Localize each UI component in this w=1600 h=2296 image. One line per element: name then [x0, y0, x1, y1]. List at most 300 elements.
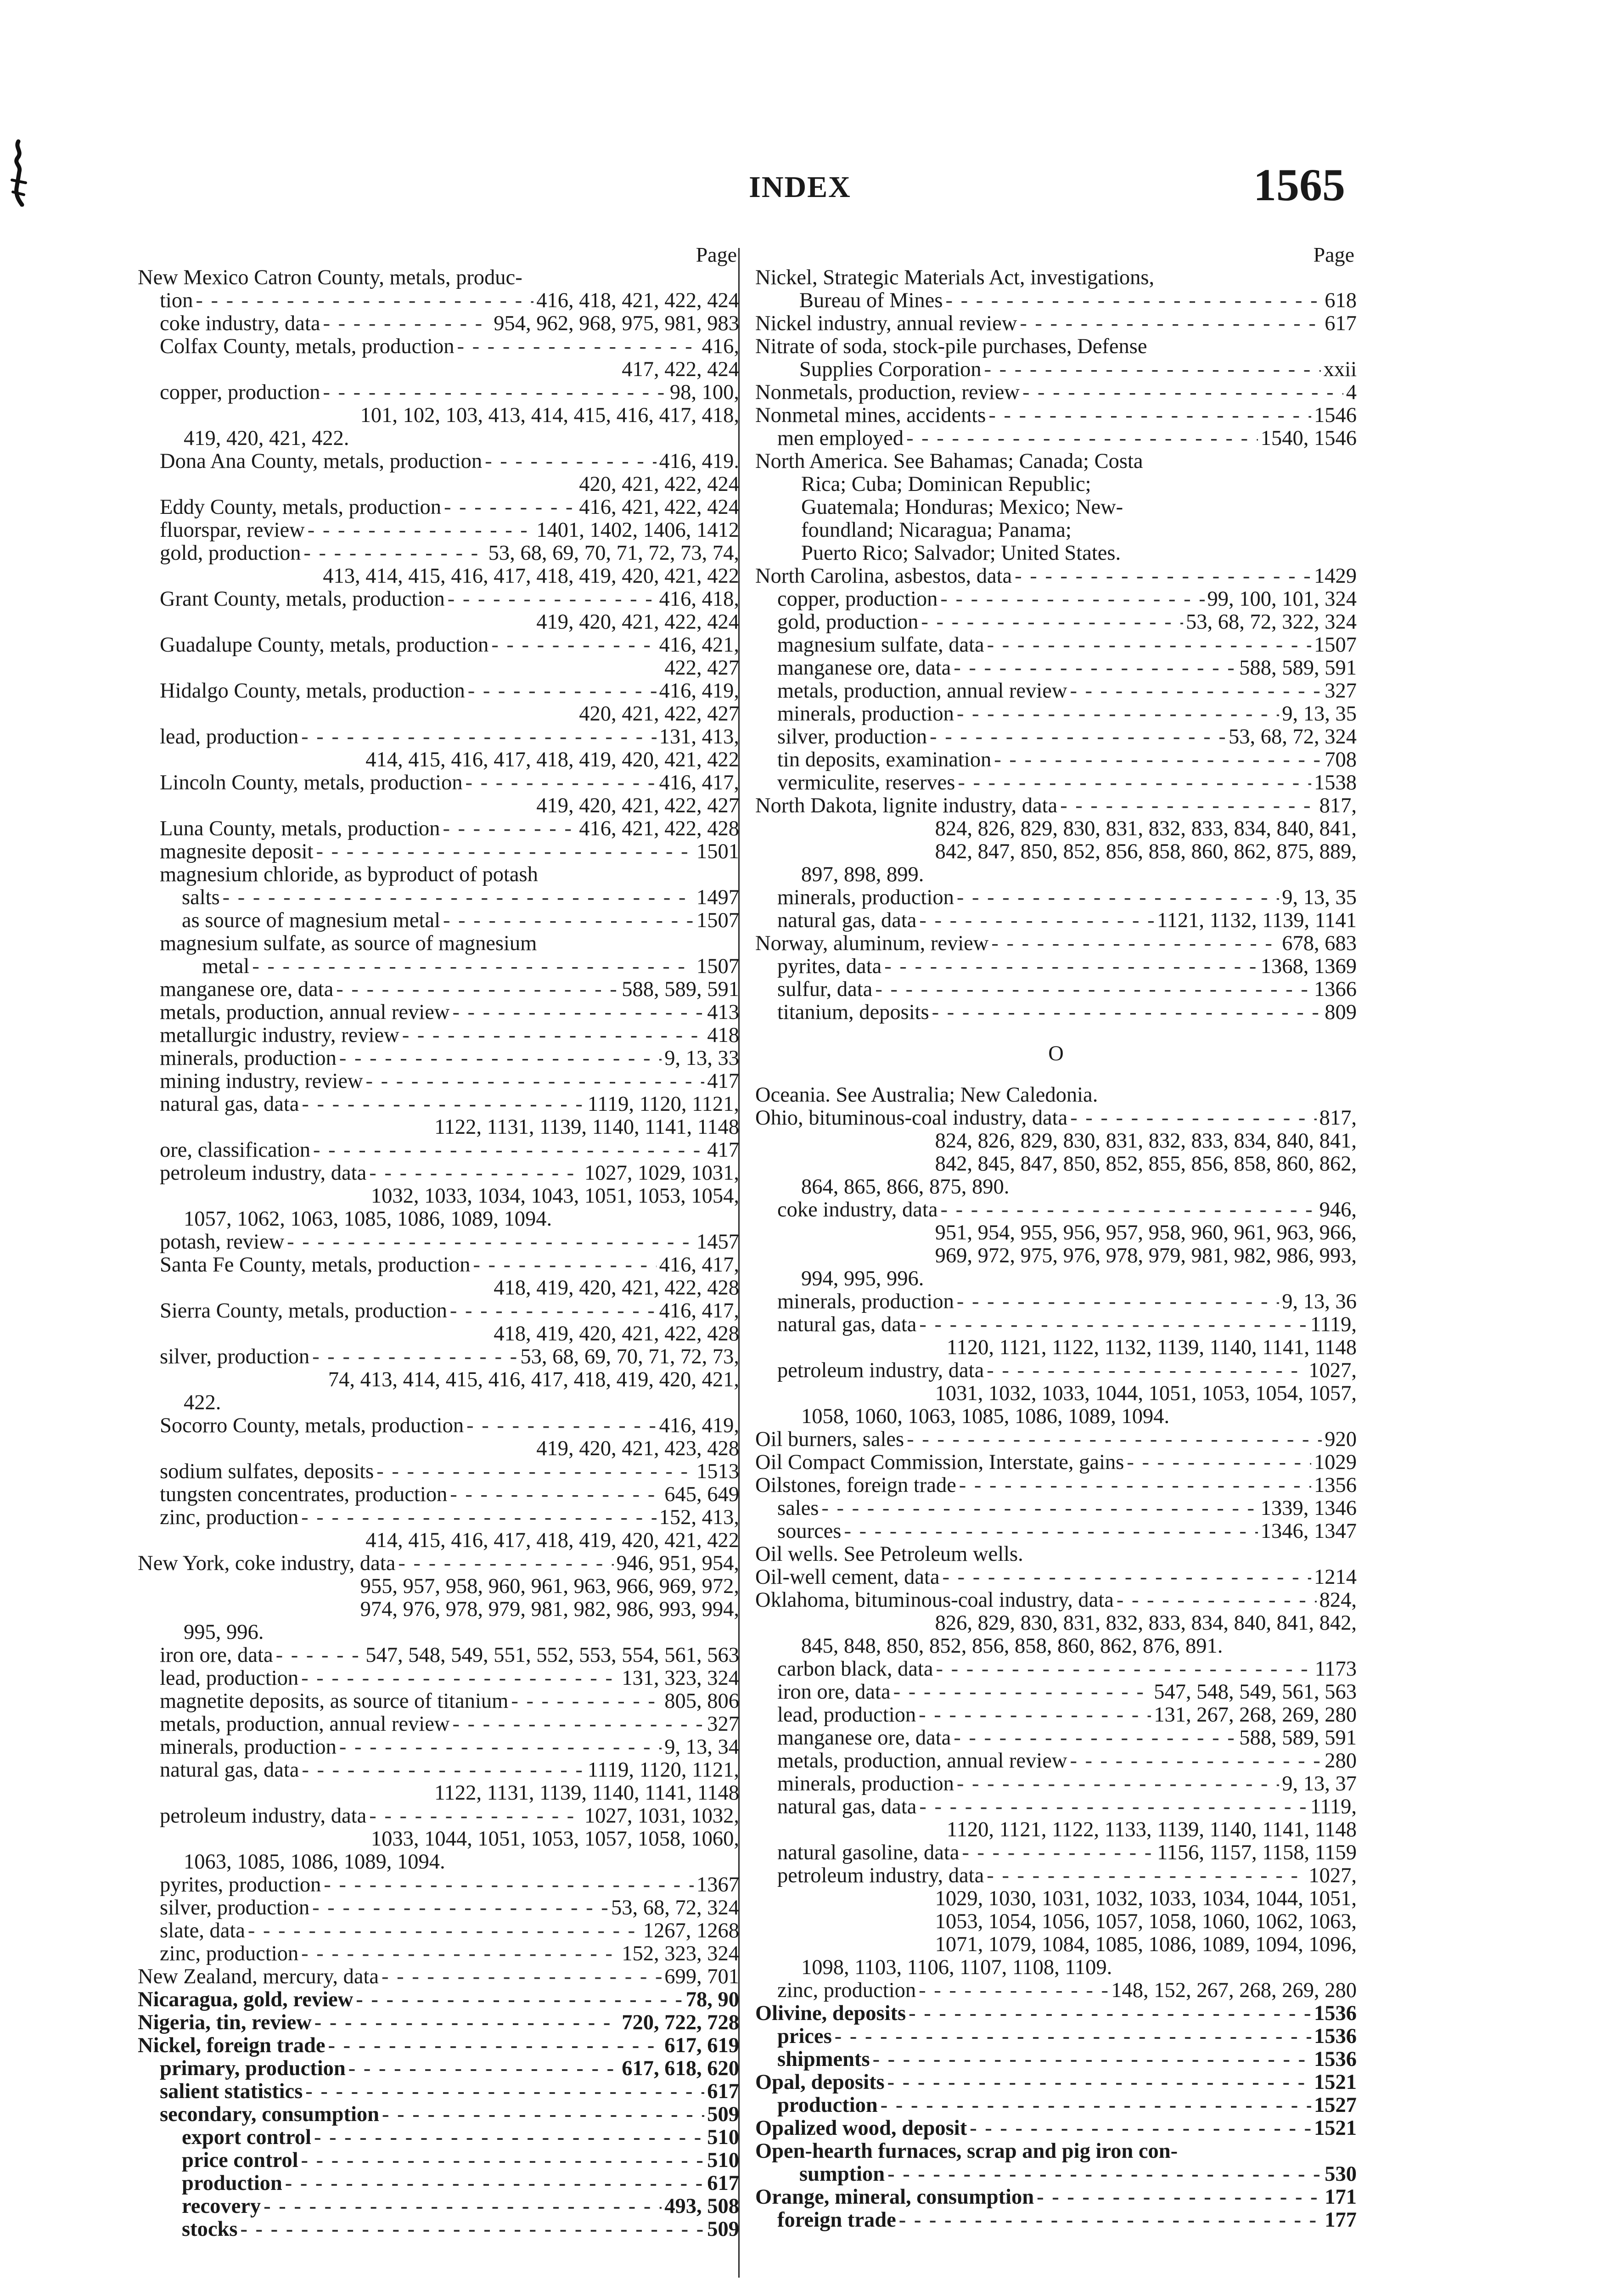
index-entry-pages: 510	[707, 2126, 739, 2149]
index-entry-label: Nickel, Strategic Materials Act, investigations,	[755, 266, 1155, 289]
leader-dots	[450, 1300, 657, 1322]
index-entry-label: Oklahoma, bituminous-coal industry, data	[755, 1589, 1114, 1612]
leader-dots	[881, 2094, 1311, 2117]
index-entry	[755, 2186, 1357, 2209]
index-entry-pages: 1173	[1314, 1658, 1357, 1681]
index-entry-label: price control	[182, 2149, 298, 2172]
index-entry-continuation: 420, 421, 422, 427	[579, 703, 739, 726]
index-entry-label: coke industry, data	[777, 1199, 938, 1221]
index-entry	[138, 1759, 739, 1782]
index-entry	[138, 266, 739, 289]
index-entry	[138, 1254, 739, 1277]
index-entry	[138, 1093, 739, 1116]
leader-dots	[946, 289, 1322, 312]
index-entry-continuation: Oceania. See Australia; New Caledonia.	[755, 1084, 1098, 1107]
index-entry	[138, 978, 739, 1001]
index-entry-continuation: 419, 420, 421, 422.	[184, 427, 349, 450]
index-entry	[755, 588, 1357, 611]
index-entry	[755, 1704, 1357, 1727]
leader-dots	[285, 2172, 704, 2195]
index-entry-continuation: Puerto Rico; Salvador; United States.	[801, 542, 1121, 565]
running-header-title: INDEX	[749, 170, 851, 204]
index-entry	[138, 1896, 739, 1919]
leader-dots	[301, 1667, 619, 1690]
page-number: 1565	[1253, 159, 1345, 210]
index-entry-pages: 493, 508	[664, 2195, 739, 2218]
leader-dots	[303, 542, 485, 565]
index-entry-pages: 1536	[1314, 2048, 1357, 2071]
leader-dots	[906, 427, 1258, 450]
index-entry-label: Socorro County, metals, production	[160, 1414, 464, 1437]
index-entry-label: Grant County, metals, production	[160, 588, 445, 611]
leader-dots	[987, 634, 1311, 657]
leader-dots	[941, 1199, 1317, 1221]
index-entry-label: magnesium sulfate, data	[777, 634, 984, 657]
index-entry	[138, 1300, 739, 1322]
index-entry-pages: 1119,	[1310, 1313, 1357, 1336]
leader-dots	[1070, 680, 1322, 703]
index-entry	[755, 2140, 1357, 2163]
index-entry-label: magnesium sulfate, as source of magnesium	[160, 932, 537, 955]
index-entry-label: copper, production	[777, 588, 938, 611]
index-entry	[138, 1001, 739, 1024]
index-entry-label: tion	[160, 289, 193, 312]
index-entry	[755, 680, 1357, 703]
index-entry-label: pyrites, production	[160, 1874, 321, 1896]
leader-dots	[893, 1681, 1151, 1704]
index-entry	[138, 1919, 739, 1942]
index-entry	[138, 1139, 739, 1162]
index-entry-label: Oil Compact Commission, Interstate, gains	[755, 1451, 1124, 1474]
index-entry	[138, 771, 739, 794]
leader-dots	[302, 1093, 584, 1116]
index-entry-label: sales	[777, 1497, 819, 1520]
index-entry	[755, 634, 1357, 657]
index-entry	[755, 703, 1357, 726]
index-entry-continuation: 897, 898, 899.	[801, 863, 924, 886]
index-entry-pages: 1366	[1314, 978, 1357, 1001]
index-entry	[138, 588, 739, 611]
page-column-label: Page	[696, 243, 737, 266]
index-entry-pages: 4	[1346, 381, 1357, 404]
index-entry-continuation: 1120, 1121, 1122, 1132, 1139, 1140, 1141, 1148	[947, 1336, 1357, 1359]
leader-dots	[491, 634, 656, 657]
index-entry	[755, 1451, 1357, 1474]
index-entry-label: vermiculite, reserves	[777, 771, 955, 794]
leader-dots	[987, 1359, 1306, 1382]
leader-dots	[264, 2195, 662, 2218]
leader-dots	[873, 2048, 1311, 2071]
index-entry-continuation: 826, 829, 830, 831, 832, 833, 834, 840, 841, 842,	[935, 1612, 1357, 1635]
index-entry	[755, 771, 1357, 794]
index-entry-pages: 530	[1325, 2163, 1357, 2186]
leader-dots	[398, 1552, 613, 1575]
leader-dots	[511, 1690, 662, 1713]
index-entry-pages: 416,	[702, 335, 739, 358]
index-entry	[138, 2195, 739, 2218]
index-entry-label: natural gas, data	[777, 1313, 917, 1336]
leader-dots	[887, 2163, 1322, 2186]
index-entry-label: Nickel, foreign trade	[138, 2034, 326, 2057]
index-entry-continuation: 994, 995, 996.	[801, 1267, 924, 1290]
leader-dots	[875, 978, 1311, 1001]
index-entry	[138, 2011, 739, 2034]
index-entry-pages: 1507	[696, 909, 739, 932]
index-entry	[138, 863, 739, 886]
index-entry-label: Colfax County, metals, production	[160, 335, 455, 358]
index-entry	[138, 1024, 739, 1047]
index-entry	[755, 404, 1357, 427]
index-entry-pages: 1507	[696, 955, 739, 978]
leader-dots	[919, 1979, 1108, 2002]
leader-dots	[1070, 1107, 1316, 1130]
index-entry-pages: 9, 13, 34	[664, 1736, 739, 1759]
index-entry-label: coke industry, data	[160, 312, 320, 335]
index-entry-pages: 9, 13, 36	[1282, 1290, 1357, 1313]
index-entry-pages: 817,	[1319, 1107, 1357, 1130]
index-entry-pages: 1119,	[1310, 1795, 1357, 1818]
leader-dots	[314, 2011, 619, 2034]
index-entry-label: Luna County, metals, production	[160, 817, 440, 840]
index-entry-label: silver, production	[777, 726, 927, 748]
index-entry-pages: 413	[707, 1001, 739, 1024]
index-entry-label: Nitrate of soda, stock-pile purchases, Defense	[755, 335, 1147, 358]
index-entry-pages: 99, 100, 101, 324	[1207, 588, 1357, 611]
leader-dots	[936, 1658, 1312, 1681]
index-entry-pages: 708	[1325, 748, 1357, 771]
index-entry	[138, 1736, 739, 1759]
index-entry-label: Oil-well cement, data	[755, 1566, 940, 1589]
index-entry-label: minerals, production	[777, 1773, 954, 1795]
index-entry-pages: 678, 683	[1282, 932, 1357, 955]
index-entry	[138, 381, 739, 404]
index-entry	[755, 794, 1357, 817]
index-entry-label: production	[182, 2172, 282, 2195]
index-entry-pages: 699, 701	[664, 1965, 739, 1988]
index-entry	[138, 1506, 739, 1529]
index-entry	[138, 496, 739, 519]
index-entry-label: sources	[777, 1520, 842, 1543]
leader-dots	[324, 1874, 694, 1896]
index-entry-pages: 9, 13, 35	[1282, 886, 1357, 909]
index-entry-label: natural gas, data	[160, 1759, 299, 1782]
index-entry-pages: 1027, 1029, 1031,	[584, 1162, 739, 1185]
index-entry-pages: 617	[707, 2080, 739, 2103]
index-entry-label: metals, production, annual review	[160, 1713, 450, 1736]
index-entry-pages: 946, 951, 954,	[616, 1552, 739, 1575]
leader-dots	[1022, 381, 1343, 404]
index-entry-pages: 416, 419,	[659, 680, 739, 703]
index-entry	[755, 886, 1357, 909]
index-entry-continuation: 414, 415, 416, 417, 418, 419, 420, 421, 422	[365, 1529, 739, 1552]
index-entry-pages: 416, 421,	[659, 634, 739, 657]
index-entry	[138, 1552, 739, 1575]
index-entry-label: minerals, production	[160, 1736, 337, 1759]
index-entry	[138, 726, 739, 748]
leader-dots	[248, 1919, 640, 1942]
index-entry-label: salient statistics	[160, 2080, 303, 2103]
index-entry-pages: 805, 806	[664, 1690, 739, 1713]
index-entry-label: tungsten concentrates, production	[160, 1483, 448, 1506]
index-entry-continuation: 974, 976, 978, 979, 981, 982, 986, 993, 994,	[360, 1598, 739, 1621]
index-entry-pages: 1121, 1132, 1139, 1141	[1157, 909, 1357, 932]
index-entry-continuation: 1122, 1131, 1139, 1140, 1141, 1148	[434, 1116, 739, 1139]
index-entry-label: lead, production	[160, 1667, 299, 1690]
index-entry	[755, 978, 1357, 1001]
index-entry-label: Oilstones, foreign trade	[755, 1474, 956, 1497]
index-entry-label: Orange, mineral, consumption	[755, 2186, 1034, 2209]
index-entry-label: Nickel industry, annual review	[755, 312, 1017, 335]
index-entry	[755, 932, 1357, 955]
leader-dots	[1117, 1589, 1317, 1612]
leader-dots	[957, 1290, 1279, 1313]
index-entry	[755, 748, 1357, 771]
index-entry-pages: 78, 90	[685, 1988, 739, 2011]
index-entry-pages: 98, 100,	[669, 381, 739, 404]
index-entry-label: Bureau of Mines	[799, 289, 943, 312]
leader-dots	[821, 1497, 1258, 1520]
index-entry	[755, 2071, 1357, 2094]
index-entry	[138, 1070, 739, 1093]
index-entry-continuation: 422.	[184, 1391, 221, 1414]
index-entry-label: sumption	[799, 2163, 885, 2186]
index-entry-pages: 1214	[1314, 1566, 1357, 1589]
index-entry	[755, 1589, 1357, 1612]
index-entry-label: metallurgic industry, review	[160, 1024, 399, 1047]
index-entry-pages: 510	[707, 2149, 739, 2172]
index-entry	[138, 2057, 739, 2080]
index-entry	[138, 909, 739, 932]
index-entry	[138, 680, 739, 703]
index-entry-label: Open-hearth furnaces, scrap and pig iron con-	[755, 2140, 1178, 2163]
index-entry-label: Nigeria, tin, review	[138, 2011, 312, 2034]
index-entry-label: gold, production	[160, 542, 301, 565]
index-entry	[138, 1942, 739, 1965]
index-entry-pages: 9, 13, 35	[1282, 703, 1357, 726]
index-entry-label: magnetite deposits, as source of titanium	[160, 1690, 509, 1713]
index-entry-label: Supplies Corporation	[799, 358, 982, 381]
index-entry-label: minerals, production	[777, 703, 954, 726]
leader-dots	[339, 1047, 662, 1070]
index-entry-pages: 547, 548, 549, 551, 552, 553, 554, 561, 563	[365, 1644, 739, 1667]
index-entry-label: Eddy County, metals, production	[160, 496, 442, 519]
index-entry-label: zinc, production	[777, 1979, 916, 2002]
index-entry-pages: 1527	[1314, 2094, 1357, 2117]
leader-dots	[196, 289, 533, 312]
index-entry-pages: 417	[707, 1070, 739, 1093]
leader-dots	[921, 611, 1183, 634]
index-entry	[138, 1460, 739, 1483]
leader-dots	[958, 771, 1311, 794]
index-entry	[755, 955, 1357, 978]
index-entry-pages: 416, 419.	[659, 450, 739, 473]
leader-dots	[943, 1566, 1311, 1589]
index-entry	[755, 565, 1357, 588]
leader-dots	[301, 1942, 619, 1965]
index-entry	[138, 1231, 739, 1254]
index-entry	[138, 2103, 739, 2126]
index-entry-pages: 1027, 1031, 1032,	[584, 1805, 739, 1828]
index-entry-label: silver, production	[160, 1896, 310, 1919]
index-entry	[138, 840, 739, 863]
index-entry-pages: 1521	[1314, 2117, 1357, 2140]
leader-dots	[452, 1713, 704, 1736]
leader-dots	[1020, 312, 1322, 335]
index-entry-pages: 1457	[696, 1231, 739, 1254]
index-entry	[755, 1750, 1357, 1773]
leader-dots	[994, 748, 1322, 771]
index-entry-continuation: 1033, 1044, 1051, 1053, 1057, 1058, 1060,	[371, 1828, 739, 1851]
leader-dots	[448, 588, 657, 611]
index-entry-continuation: 845, 848, 850, 852, 856, 858, 860, 862, 876, 891.	[801, 1635, 1223, 1658]
leader-dots	[962, 1841, 1154, 1864]
index-entry-pages: 131, 323, 324	[622, 1667, 739, 1690]
index-entry-continuation: 417, 422, 424	[622, 358, 739, 381]
index-entry-pages: 418	[707, 1024, 739, 1047]
index-entry-pages: 617	[707, 2172, 739, 2195]
index-entry-continuation: 74, 413, 414, 415, 416, 417, 418, 419, 420, 421,	[328, 1368, 739, 1391]
leader-dots	[919, 1313, 1307, 1336]
index-entry-continuation: 1031, 1032, 1033, 1044, 1051, 1053, 1054, 1057,	[935, 1382, 1357, 1405]
index-entry-pages: 1538	[1314, 771, 1357, 794]
index-entry	[755, 335, 1357, 358]
index-entry-label: natural gasoline, data	[777, 1841, 960, 1864]
index-entry-continuation: 419, 420, 421, 422, 424	[536, 611, 739, 634]
index-entry-label: Sierra County, metals, production	[160, 1300, 447, 1322]
index-entry-label: North Dakota, lignite industry, data	[755, 794, 1058, 817]
index-entry	[755, 312, 1357, 335]
index-entry	[755, 611, 1357, 634]
index-entry-label: prices	[777, 2025, 832, 2048]
index-entry	[138, 817, 739, 840]
leader-dots	[450, 1483, 662, 1506]
leader-dots	[987, 1864, 1306, 1887]
index-entry	[755, 1566, 1357, 1589]
index-entry-continuation: 1098, 1103, 1106, 1107, 1108, 1109.	[801, 1956, 1112, 1979]
leader-dots	[376, 1460, 694, 1483]
leader-dots	[844, 1520, 1258, 1543]
index-entry-pages: 280	[1325, 1750, 1357, 1773]
index-entry-continuation: North America. See Bahamas; Canada; Costa	[755, 450, 1143, 473]
index-entry-pages: 9, 13, 37	[1282, 1773, 1357, 1795]
index-entry	[138, 1805, 739, 1828]
index-entry-pages: 416, 421, 422, 424	[579, 496, 739, 519]
index-entry-pages: 617, 618, 620	[622, 2057, 739, 2080]
index-entries	[138, 266, 739, 2241]
index-entry-label: metal	[202, 955, 250, 978]
index-entry-pages: 416, 418, 421, 422, 424	[536, 289, 739, 312]
index-entry-label: secondary, consumption	[160, 2103, 379, 2126]
index-entry-label: zinc, production	[160, 1942, 299, 1965]
index-entry-continuation: 418, 419, 420, 421, 422, 428	[494, 1277, 739, 1300]
index-entry-pages: 1027,	[1308, 1864, 1357, 1887]
index-entry	[138, 886, 739, 909]
index-entry	[138, 2149, 739, 2172]
page-column-label: Page	[1313, 243, 1354, 266]
index-entry-continuation: 1058, 1060, 1063, 1085, 1086, 1089, 1094.	[801, 1405, 1170, 1428]
leader-dots	[312, 1345, 517, 1368]
leader-dots	[932, 1001, 1322, 1024]
leader-dots	[970, 2117, 1311, 2140]
index-entry-pages: 920	[1325, 1428, 1357, 1451]
index-entry-label: stocks	[182, 2218, 238, 2241]
index-entry	[138, 2218, 739, 2241]
index-entry-pages: 1513	[696, 1460, 739, 1483]
index-entry-label: slate, data	[160, 1919, 245, 1942]
index-entry-continuation: 824, 826, 829, 830, 831, 832, 833, 834, 840, 841,	[935, 817, 1357, 840]
index-entry	[755, 2002, 1357, 2025]
leader-dots	[382, 1965, 662, 1988]
index-entry-label: sulfur, data	[777, 978, 873, 1001]
index-entry	[755, 1841, 1357, 1864]
index-entry	[755, 1773, 1357, 1795]
index-entry-label: Olivine, deposits	[755, 2002, 906, 2025]
index-entry-pages: 53, 68, 72, 324	[611, 1896, 739, 1919]
index-entry	[755, 1313, 1357, 1336]
index-entry-pages: 509	[707, 2103, 739, 2126]
index-entry-label: lead, production	[160, 726, 299, 748]
index-entry	[138, 450, 739, 473]
index-entry-label: as source of magnesium metal	[182, 909, 440, 932]
index-entry-label: natural gas, data	[777, 1795, 917, 1818]
index-entries	[755, 266, 1357, 2232]
index-entry	[755, 358, 1357, 381]
index-entry-continuation: 101, 102, 103, 413, 414, 415, 416, 417, 418,	[360, 404, 739, 427]
index-entry-pages: 720, 722, 728	[622, 2011, 739, 2034]
index-entry-label: Lincoln County, metals, production	[160, 771, 463, 794]
index-entry-pages: 1156, 1157, 1158, 1159	[1157, 1841, 1357, 1864]
index-entry-pages: 1540, 1546	[1260, 427, 1357, 450]
index-entry	[755, 1199, 1357, 1221]
index-entry	[755, 2209, 1357, 2232]
index-entry-pages: 1536	[1314, 2002, 1357, 2025]
leader-dots	[452, 1001, 704, 1024]
index-entry	[138, 335, 739, 358]
index-entry	[755, 1520, 1357, 1543]
index-entry-pages: 9, 13, 33	[664, 1047, 739, 1070]
leader-dots	[1127, 1451, 1311, 1474]
index-entry-pages: 1029	[1314, 1451, 1357, 1474]
leader-dots	[240, 2218, 704, 2241]
index-entry	[138, 2172, 739, 2195]
index-entry-label: gold, production	[777, 611, 919, 634]
index-entry	[755, 381, 1357, 404]
index-entry	[138, 1690, 739, 1713]
index-entry-continuation: 1029, 1030, 1031, 1032, 1033, 1034, 1044, 1051,	[935, 1887, 1357, 1910]
leader-dots	[954, 657, 1236, 680]
index-entry-pages: 53, 68, 72, 324	[1229, 726, 1357, 748]
index-entry	[138, 1965, 739, 1988]
index-entry-pages: 1119, 1120, 1121,	[587, 1759, 739, 1782]
index-entry-label: North Carolina, asbestos, data	[755, 565, 1012, 588]
index-entry-pages: 177	[1325, 2209, 1357, 2232]
index-entry-label: Nonmetals, production, review	[755, 381, 1020, 404]
index-entry	[138, 1874, 739, 1896]
index-entry-label: iron ore, data	[160, 1644, 273, 1667]
index-entry-continuation: 1057, 1062, 1063, 1085, 1086, 1089, 1094.	[184, 1208, 552, 1231]
leader-dots	[884, 955, 1258, 978]
leader-dots	[312, 1896, 608, 1919]
index-entry	[138, 1345, 739, 1368]
leader-dots	[382, 2103, 704, 2126]
index-entry-pages: 1027,	[1308, 1359, 1357, 1382]
index-entry-continuation: 419, 420, 421, 422, 427	[536, 794, 739, 817]
index-entry-label: titanium, deposits	[777, 1001, 929, 1024]
index-entry-pages: 1429	[1314, 565, 1357, 588]
index-entry-label: shipments	[777, 2048, 870, 2071]
index-entry-label: New Mexico Catron County, metals, produc-	[138, 266, 522, 289]
index-entry-label: petroleum industry, data	[160, 1162, 367, 1185]
